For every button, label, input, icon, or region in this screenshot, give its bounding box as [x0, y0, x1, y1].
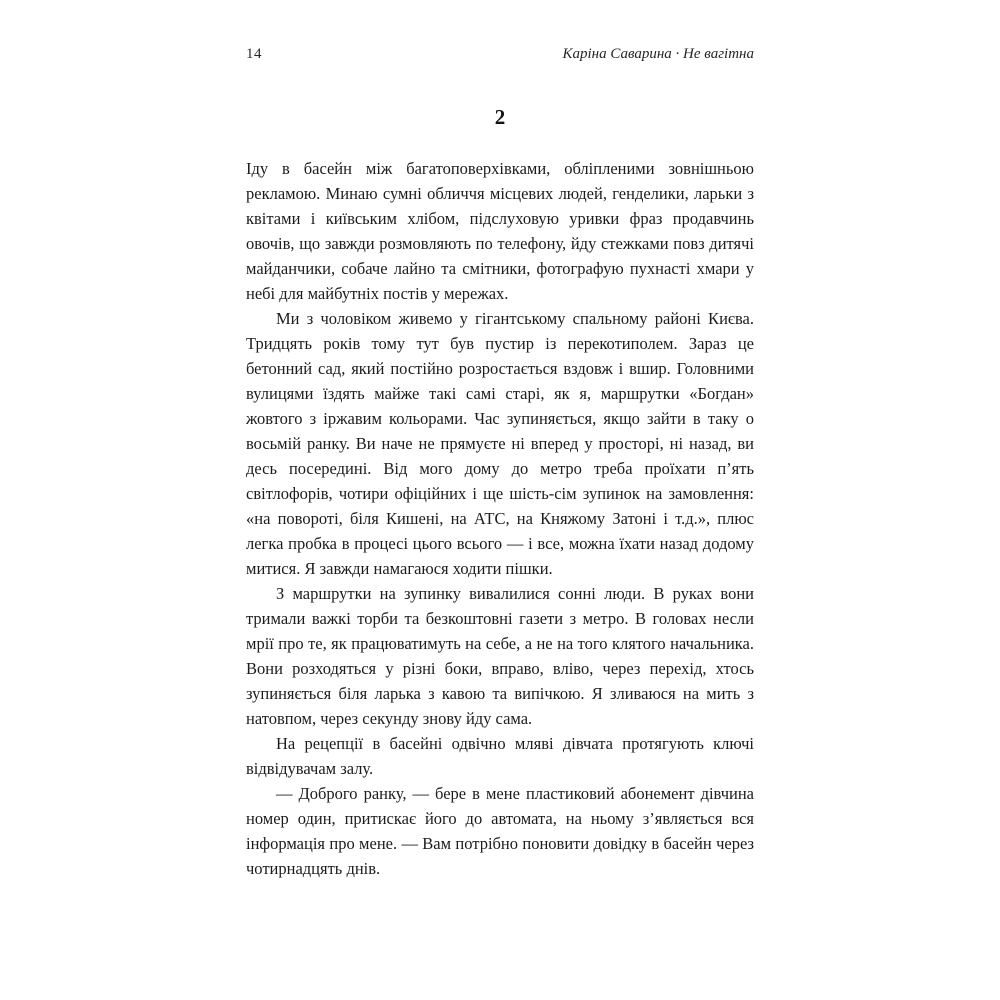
paragraph: Іду в басейн між багатоповерхівками, обліпленими зовнішньою рекламою. Минаю сумні обличчя місцевих людей, генделики, ларьки з квітами і київським хлібом, підслуховую уривки фраз продавчинь овочів, що завжди розмовляють по телефону, йду стежками повз дитячі майданчики, собаче лайно та смітники, фотографую пухнасті хмари у небі для майбутніх постів у мережах.	[246, 159, 754, 303]
chapter-number: 2	[494, 105, 506, 129]
book-page	[246, 0, 754, 881]
paragraph: З маршрутки на зупинку вивалилися сонні люди. В руках вони тримали важкі торби та безкоштовні газети з метро. В головах несли мрії про те, як працюватимуть на себе, а не на того клятого начальника. Вони розходяться у різні боки, вправо, вліво, через перехід, хтось зупиняється біля ларька з кавою та випічкою. Я зливаюся на мить з натовпом, через секунду знову йду сама.	[246, 584, 754, 728]
chapter-text	[246, 156, 754, 881]
running-title: Каріна Саварина · Не вагітна	[562, 46, 754, 62]
paragraph: На рецепції в басейні одвічно мляві дівчата протягують ключі відвідувачам залу.	[246, 734, 754, 778]
running-header	[246, 46, 754, 63]
paragraph: — Доброго ранку, — бере в мене пластиковий абонемент дівчина номер один, притискає його до автомата, на ньому з’являється вся інформація про мене. — Вам потрібно поновити довідку в басейн через чотирнадцять днів.	[246, 784, 754, 878]
page-number: 14	[246, 46, 262, 62]
paragraph: Ми з чоловіком живемо у гігантському спальному районі Києва. Тридцять років тому тут був пустир із перекотиполем. Зараз це бетонний сад, який постійно розростається вздовж і вшир. Головними вулицями їздять майже такі самі старі, як я, маршрутки «Богдан» жовтого з іржавим кольорами. Час зупиняється, якщо зайти в таку о восьмій ранку. Ви наче не прямуєте ні вперед у просторі, ні назад, ви десь посередині. Від мого дому до метро треба проїхати п’ять світлофорів, чотири офіційних і ще шість-сім зупинок на замовлення: «на повороті, біля Кишені, на АТС, на Княжому Затоні і т.д.», плюс легка пробка в процесі цього всього — і все, можна їхати назад додому митися. Я завжди намагаюся ходити пішки.	[246, 309, 754, 578]
